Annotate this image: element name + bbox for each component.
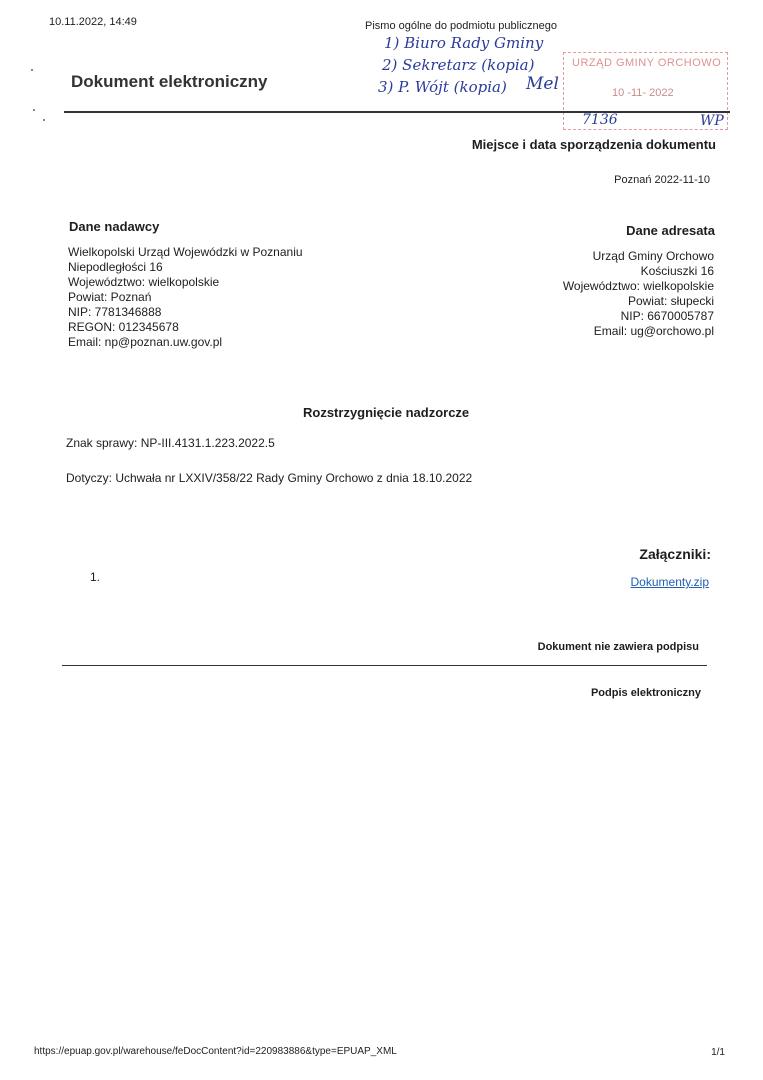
sender-line: Województwo: wielkopolskie [68, 275, 220, 289]
document-title: Dokument elektroniczny [71, 72, 268, 91]
footer-url: https://epuap.gov.pl/warehouse/feDocContent?id=220983886&type=EPUAP_XML [34, 1046, 397, 1057]
sender-heading: Dane nadawcy [69, 219, 160, 234]
place-date-heading: Miejsce i data sporządzenia dokumentu [471, 137, 716, 152]
handwritten-note-1: 1) Biuro Rady Gminy [384, 34, 544, 52]
scan-speck [33, 109, 35, 111]
attachments-heading: Załączniki: [639, 546, 711, 562]
sender-line: Niepodległości 16 [68, 260, 163, 274]
document-subject: Rozstrzygnięcie nadzorcze [303, 405, 470, 420]
page-number: 1/1 [711, 1047, 725, 1058]
scan-speck [43, 119, 45, 121]
handwritten-note-3: 3) P. Wójt (kopia) [378, 78, 507, 96]
sender-line: Email: np@poznan.uw.gov.pl [68, 335, 223, 349]
sender-line: NIP: 7781346888 [68, 305, 162, 319]
sender-line: Wielkopolski Urząd Wojewódzki w Poznaniu [68, 245, 303, 259]
stamp-initials: WP [700, 113, 724, 129]
concerns-resolution: Dotyczy: Uchwała nr LXXIV/358/22 Rady Gminy Orchowo z dnia 18.10.2022 [66, 471, 473, 485]
recipient-line: Województwo: wielkopolskie [562, 279, 714, 293]
recipient-line: NIP: 6670005787 [620, 309, 714, 323]
place-date-value: Poznań 2022-11-10 [614, 174, 710, 186]
recipient-line: Urząd Gminy Orchowo [592, 249, 714, 263]
case-reference: Znak sprawy: NP-III.4131.1.223.2022.5 [66, 436, 275, 450]
recipient-line: Email: ug@orchowo.pl [593, 324, 714, 338]
header-divider [64, 111, 730, 113]
print-datetime: 10.11.2022, 14:49 [49, 16, 137, 28]
sender-line: Powiat: Poznań [68, 290, 152, 304]
handwritten-signature: Mel [526, 74, 559, 94]
stamp-date: 10 -11- 2022 [612, 87, 674, 99]
sender-address [68, 245, 303, 350]
signature-label: Podpis elektroniczny [590, 687, 701, 699]
sender-line: REGON: 012345678 [68, 320, 179, 334]
document-type: Pismo ogólne do podmiotu publicznego [365, 20, 558, 32]
handwritten-note-2: 2) Sekretarz (kopia) [382, 56, 535, 74]
scan-speck [31, 69, 33, 71]
attachment-link[interactable]: Dokumenty.zip [630, 575, 709, 589]
signature-divider [62, 665, 707, 666]
attachment-number: 1. [90, 570, 101, 584]
recipient-heading: Dane adresata [626, 223, 715, 238]
stamp-number: 7136 [582, 112, 618, 128]
recipient-address [563, 249, 714, 339]
stamp-office: URZĄD GMINY ORCHOWO [572, 57, 722, 69]
recipient-line: Kościuszki 16 [640, 264, 714, 278]
signature-status: Dokument nie zawiera podpisu [537, 641, 699, 653]
recipient-line: Powiat: słupecki [627, 294, 714, 308]
